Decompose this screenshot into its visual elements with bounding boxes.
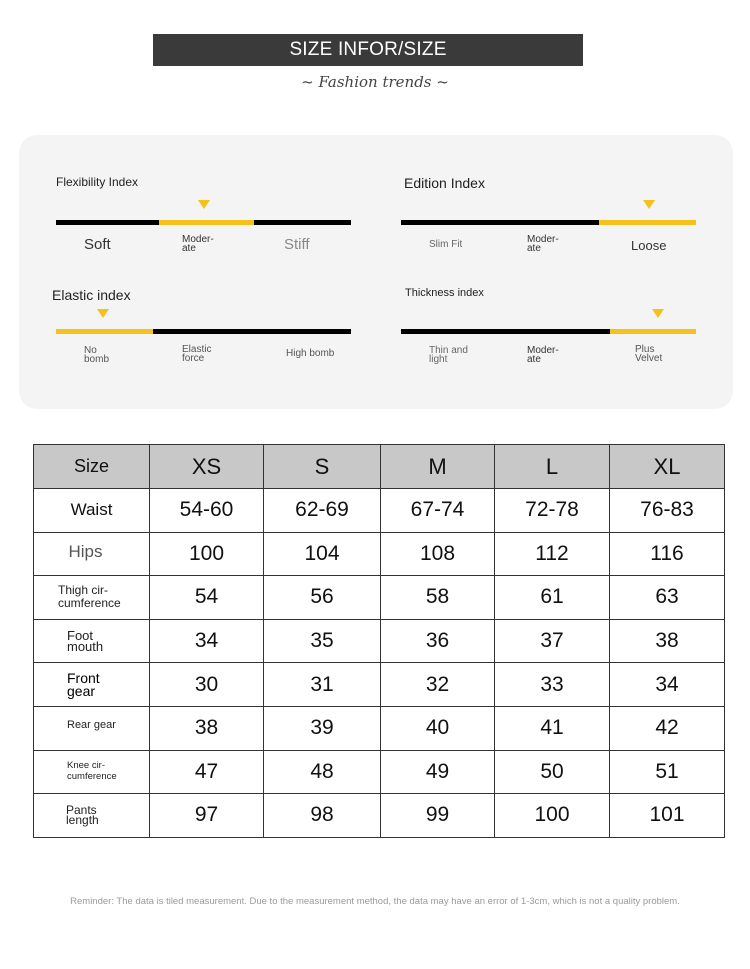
thickness-index-track bbox=[401, 329, 696, 334]
table-cell: 33 bbox=[495, 663, 610, 707]
table-cell: 38 bbox=[150, 706, 264, 750]
edition-label-loose: Loose bbox=[631, 238, 667, 253]
edition-index-title: Edition Index bbox=[404, 175, 485, 191]
table-cell: 76-83 bbox=[610, 489, 725, 533]
table-cell: 51 bbox=[610, 750, 725, 794]
table-cell: 101 bbox=[610, 794, 725, 838]
table-header-size: Size bbox=[34, 445, 150, 489]
table-row bbox=[34, 532, 725, 576]
thickness-index-pointer-icon bbox=[652, 309, 664, 318]
table-row bbox=[34, 750, 725, 794]
table-row bbox=[34, 576, 725, 620]
table-cell: 58 bbox=[381, 576, 495, 620]
header-title-bar bbox=[153, 34, 583, 66]
row-label-hips-text: Hips bbox=[68, 541, 103, 561]
table-header-xs: XS bbox=[150, 445, 264, 489]
table-row bbox=[34, 489, 725, 533]
table-cell: 112 bbox=[495, 532, 610, 576]
table-cell: 42 bbox=[610, 706, 725, 750]
row-label-thigh bbox=[34, 576, 150, 620]
table-cell: 56 bbox=[264, 576, 381, 620]
flexibility-index-highlight bbox=[159, 220, 253, 225]
table-cell: 34 bbox=[610, 663, 725, 707]
table-cell: 99 bbox=[381, 794, 495, 838]
edition-index-highlight bbox=[599, 220, 696, 225]
table-header-m: M bbox=[381, 445, 495, 489]
table-cell: 47 bbox=[150, 750, 264, 794]
row-label-front-gear-text: Front gear bbox=[67, 670, 100, 699]
flexibility-index-title: Flexibility Index bbox=[56, 175, 139, 189]
row-label-foot-mouth bbox=[34, 619, 150, 663]
table-cell: 49 bbox=[381, 750, 495, 794]
table-cell: 61 bbox=[495, 576, 610, 620]
table-cell: 72-78 bbox=[495, 489, 610, 533]
table-row bbox=[34, 619, 725, 663]
row-label-rear-gear-text: Rear gear bbox=[67, 719, 116, 732]
table-cell: 31 bbox=[264, 663, 381, 707]
flexibility-index bbox=[56, 175, 352, 285]
row-label-hips bbox=[34, 532, 150, 576]
flexibility-index-track bbox=[56, 220, 351, 225]
table-header-l: L bbox=[495, 445, 610, 489]
table-cell: 37 bbox=[495, 619, 610, 663]
elastic-label-no-bomb: No bomb bbox=[84, 345, 110, 365]
table-cell: 67-74 bbox=[381, 489, 495, 533]
fabric-index-panel bbox=[19, 135, 733, 409]
table-row bbox=[34, 794, 725, 838]
elastic-index-track bbox=[56, 329, 351, 334]
row-label-pants-length-text: Pants length bbox=[66, 802, 99, 828]
row-label-front-gear bbox=[34, 663, 150, 707]
measurement-reminder: Reminder: The data is tiled measurement. Due to the measurement method, the data may have an error of 1-3cm, which is not a quality problem. bbox=[70, 896, 680, 907]
table-cell: 35 bbox=[264, 619, 381, 663]
thickness-index-title: Thickness index bbox=[405, 287, 484, 299]
table-cell: 36 bbox=[381, 619, 495, 663]
table-header-xl: XL bbox=[610, 445, 725, 489]
table-cell: 104 bbox=[264, 532, 381, 576]
table-cell: 32 bbox=[381, 663, 495, 707]
table-cell: 97 bbox=[150, 794, 264, 838]
elastic-index-highlight bbox=[56, 329, 153, 334]
elastic-label-elastic-force: Elastic force bbox=[182, 344, 212, 364]
table-cell: 40 bbox=[381, 706, 495, 750]
table-cell: 116 bbox=[610, 532, 725, 576]
table-cell: 50 bbox=[495, 750, 610, 794]
table-cell: 98 bbox=[264, 794, 381, 838]
row-label-knee-text: Knee cir- cumference bbox=[67, 759, 117, 782]
table-cell: 48 bbox=[264, 750, 381, 794]
edition-label-moderate: Moder- ate bbox=[527, 234, 559, 254]
table-cell: 54-60 bbox=[150, 489, 264, 533]
edition-index-track bbox=[401, 220, 696, 225]
table-cell: 63 bbox=[610, 576, 725, 620]
header-subtitle: ~ Fashion trends ~ bbox=[301, 73, 449, 91]
flexibility-label-stiff: Stiff bbox=[284, 236, 310, 253]
table-row bbox=[34, 663, 725, 707]
elastic-index bbox=[52, 287, 352, 397]
table-header-row bbox=[34, 445, 725, 489]
table-header-s: S bbox=[264, 445, 381, 489]
table-cell: 100 bbox=[495, 794, 610, 838]
thickness-index-highlight bbox=[610, 329, 696, 334]
header-title: SIZE INFOR/SIZE bbox=[289, 39, 447, 60]
thickness-label-thin-light: Thin and light bbox=[429, 345, 468, 365]
table-cell: 30 bbox=[150, 663, 264, 707]
flexibility-label-moderate: Moder- ate bbox=[182, 234, 214, 254]
elastic-index-title: Elastic index bbox=[52, 287, 131, 303]
edition-index-pointer-icon bbox=[643, 200, 655, 209]
edition-index bbox=[401, 175, 697, 285]
table-cell: 100 bbox=[150, 532, 264, 576]
edition-label-slim-fit: Slim Fit bbox=[429, 239, 463, 250]
size-chart-table bbox=[33, 444, 725, 838]
table-cell: 34 bbox=[150, 619, 264, 663]
table-cell: 62-69 bbox=[264, 489, 381, 533]
row-label-waist: Waist bbox=[34, 489, 150, 533]
elastic-label-high-bomb: High bomb bbox=[286, 348, 335, 359]
flexibility-index-pointer-icon bbox=[198, 200, 210, 209]
table-cell: 108 bbox=[381, 532, 495, 576]
table-row bbox=[34, 706, 725, 750]
row-label-pants-length bbox=[34, 794, 150, 838]
elastic-index-pointer-icon bbox=[97, 309, 109, 318]
row-label-thigh-text: Thigh cir- cumference bbox=[58, 583, 121, 611]
thickness-index bbox=[401, 287, 697, 397]
thickness-label-plus-velvet: Plus Velvet bbox=[635, 344, 663, 364]
row-label-rear-gear bbox=[34, 706, 150, 750]
row-label-knee bbox=[34, 750, 150, 794]
table-cell: 38 bbox=[610, 619, 725, 663]
flexibility-label-soft: Soft bbox=[84, 236, 111, 253]
table-cell: 39 bbox=[264, 706, 381, 750]
thickness-label-moderate: Moder- ate bbox=[527, 345, 559, 365]
table-cell: 41 bbox=[495, 706, 610, 750]
row-label-foot-mouth-text: Foot mouth bbox=[67, 627, 104, 655]
table-cell: 54 bbox=[150, 576, 264, 620]
